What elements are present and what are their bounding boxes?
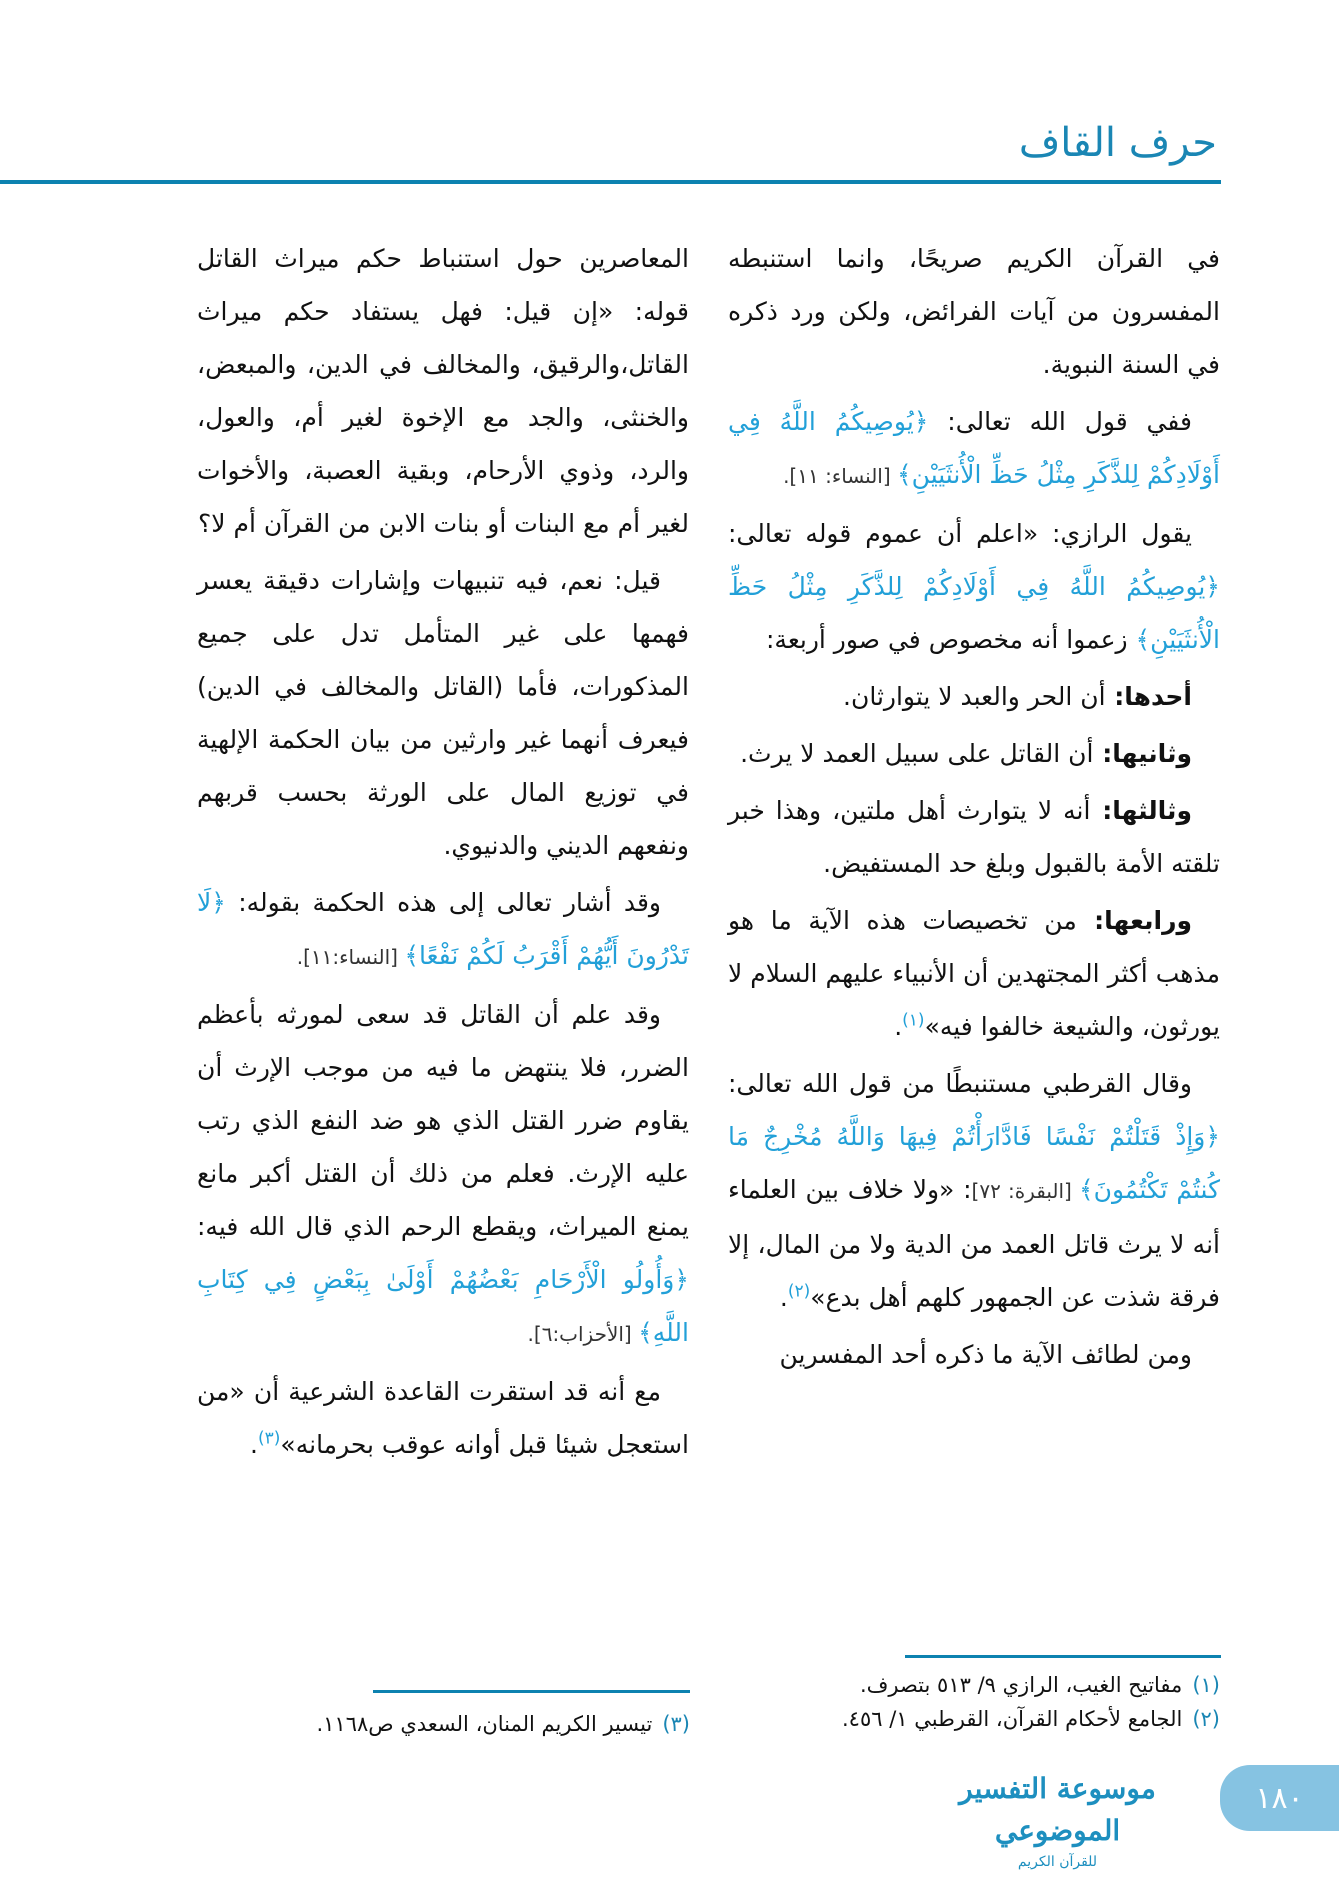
- paragraph: [728, 395, 1220, 503]
- logo-title: موسوعة التفسير الموضوعي: [959, 1772, 1156, 1847]
- paragraph: [728, 232, 1220, 391]
- paragraph: [728, 894, 1220, 1053]
- text-run: المعاصرين حول استنباط حكم ميراث القاتل قوله: «إن قيل: فهل يستفاد حكم ميراث القاتل،والرقيق، والمخالف في الدين، والمبعض، والخنثى، والجد مع الإخوة لغير أم، والعول، والرد، وذوي الأرحام، وبقية العصبة، والأخوات لغير أم مع البنات أو بنات الابن من القرآن أم لا؟: [197, 244, 689, 538]
- logo-subtitle: للقرآن الكريم: [1017, 1854, 1098, 1870]
- item-label: أحدها:: [1105, 682, 1192, 711]
- text-run: أنه لا يتوارث أهل ملتين، وهذا خبر تلقته الأمة بالقبول وبلغ حد المستفيض.: [728, 796, 1220, 878]
- text-run: .: [894, 1012, 903, 1041]
- footnote-marker: (٣): [257, 1428, 281, 1449]
- right-text-column: [728, 232, 1220, 1385]
- footnote-number: (٢): [1192, 1707, 1220, 1731]
- text-run: قيل: نعم، فيه تنبيهات وإشارات دقيقة يعسر فهمها على غير المتأمل تدل على جميع المذكورات، فأما (القاتل والمخالف في الدين) فيعرف أنهما غير وارثين من بيان الحكمة الإلهية في توزيع المال على الورثة بحسب قربهم ونفعهم الديني والدنيوي.: [197, 566, 689, 860]
- text-run: وقد أشار تعالى إلى هذه الحكمة بقوله:: [225, 888, 661, 917]
- page-number-badge: [1220, 1765, 1339, 1831]
- footnote-divider-right: [905, 1655, 1221, 1658]
- verse-reference: [الأحزاب:٦].: [527, 1322, 639, 1346]
- paragraph: [728, 507, 1220, 666]
- text-run: من تخصيصات هذه الآية ما هو مذهب أكثر المجتهدين أن الأنبياء عليهم السلام لا يورثون، والشيعة خالفوا فيه»: [728, 906, 1220, 1041]
- chapter-title: حرف القاف: [1018, 120, 1217, 166]
- footnote-marker: (١): [902, 1010, 925, 1031]
- left-text-column: [197, 232, 689, 1475]
- text-run: في القرآن الكريم صريحًا، وانما استنبطه المفسرون من آيات الفرائض، ولكن ورد ذكره في السنة النبوية.: [728, 244, 1220, 379]
- text-run: ففي قول الله تعالى:: [928, 407, 1192, 436]
- paragraph: [197, 554, 689, 872]
- header-divider: [0, 180, 1221, 184]
- quran-verse: ﴿وَإِذْ قَتَلْتُمْ نَفْسًا فَادَّارَأْتُمْ فِيهَا وَاللَّهُ مُخْرِجٌ مَا كُنتُمْ تَكْتُمُونَ﴾: [728, 1122, 1220, 1204]
- text-run: .: [779, 1283, 788, 1312]
- footnote-divider-left: [373, 1690, 690, 1693]
- item-label: وثالثها:: [1090, 796, 1192, 825]
- footnote: [190, 1707, 690, 1741]
- text-run: وقال القرطبي مستنبطًا من قول الله تعالى:: [728, 1069, 1192, 1098]
- paragraph: [728, 1328, 1220, 1381]
- footnote-marker: (٢): [787, 1281, 811, 1302]
- verse-reference: [النساء:١١].: [296, 945, 405, 969]
- footnote-number: (١): [1192, 1673, 1220, 1697]
- text-run: .: [250, 1430, 258, 1459]
- footnote-text: مفاتيح الغيب، الرازي ٩/ ٥١٣ بتصرف.: [859, 1673, 1183, 1697]
- text-run: زعموا أنه مخصوص في صور أربعة:: [766, 625, 1136, 654]
- footnotes-left: [190, 1707, 690, 1741]
- paragraph: [197, 1365, 689, 1471]
- text-run: يقول الرازي: «اعلم أن عموم قوله تعالى:: [728, 519, 1192, 548]
- quran-verse: ﴿وَأُولُو الْأَرْحَامِ بَعْضُهُمْ أَوْلَىٰ بِبَعْضٍ فِي كِتَابِ اللَّهِ﴾: [197, 1265, 689, 1347]
- page-number: ١٨٠: [1255, 1780, 1304, 1816]
- paragraph: [197, 232, 689, 550]
- footnote: [720, 1668, 1220, 1702]
- text-run: مع أنه قد استقرت القاعدة الشرعية أن «من استعجل شيئا قبل أوانه عوقب بحرمانه»: [197, 1377, 689, 1459]
- quran-verse: ﴿يُوصِيكُمُ اللَّهُ فِي أَوْلَادِكُمْ لِلذَّكَرِ مِثْلُ حَظِّ الْأُنثَيَيْنِ﴾: [728, 407, 1220, 489]
- quran-verse: ﴿لَا تَدْرُونَ أَيُّهُمْ أَقْرَبُ لَكُمْ نَفْعًا﴾: [197, 888, 689, 970]
- text-run: أن القاتل على سبيل العمد لا يرث.: [740, 739, 1094, 768]
- footnotes-right: [720, 1668, 1220, 1736]
- paragraph: [728, 727, 1220, 780]
- paragraph: [197, 988, 689, 1361]
- text-run: أن الحر والعبد لا يتوارثان.: [843, 682, 1106, 711]
- text-run: وقد علم أن القاتل قد سعى لمورثه بأعظم الضرر، فلا ينتهض ما فيه من موجب الإرث أن يقاوم ضرر القتل الذي هو ضد النفع الذي رتب عليه الإرث. فعلم من ذلك أن القتل أكبر مانع يمنع الميراث، ويقطع الرحم الذي قال الله فيه:: [197, 1000, 689, 1241]
- paragraph: [728, 784, 1220, 890]
- text-run: : «ولا خلاف بين العلماء أنه لا يرث قاتل العمد من الدية ولا من المال، إلا فرقة شذت عن الجمهور كلهم أهل بدع»: [728, 1175, 1220, 1312]
- paragraph: [728, 670, 1220, 723]
- paragraph: [197, 876, 689, 984]
- verse-reference: [البقرة: ٧٢]: [971, 1179, 1079, 1203]
- encyclopedia-logo: [935, 1768, 1180, 1870]
- text-run: ومن لطائف الآية ما ذكره أحد المفسرين: [779, 1340, 1192, 1369]
- footnote-text: تيسير الكريم المنان، السعدي ص١١٦٨.: [316, 1712, 653, 1736]
- footnote-text: الجامع لأحكام القرآن، القرطبي ١/ ٤٥٦.: [841, 1707, 1183, 1731]
- footnote-number: (٣): [662, 1712, 690, 1736]
- verse-reference: [النساء: ١١].: [783, 464, 898, 488]
- item-label: ورابعها:: [1076, 906, 1192, 935]
- paragraph: [728, 1057, 1220, 1324]
- quran-verse: ﴿يُوصِيكُمُ اللَّهُ فِي أَوْلَادِكُمْ لِلذَّكَرِ مِثْلُ حَظِّ الْأُنثَيَيْنِ﴾: [728, 572, 1220, 654]
- footnote: [720, 1702, 1220, 1736]
- item-label: وثانيها:: [1093, 739, 1192, 768]
